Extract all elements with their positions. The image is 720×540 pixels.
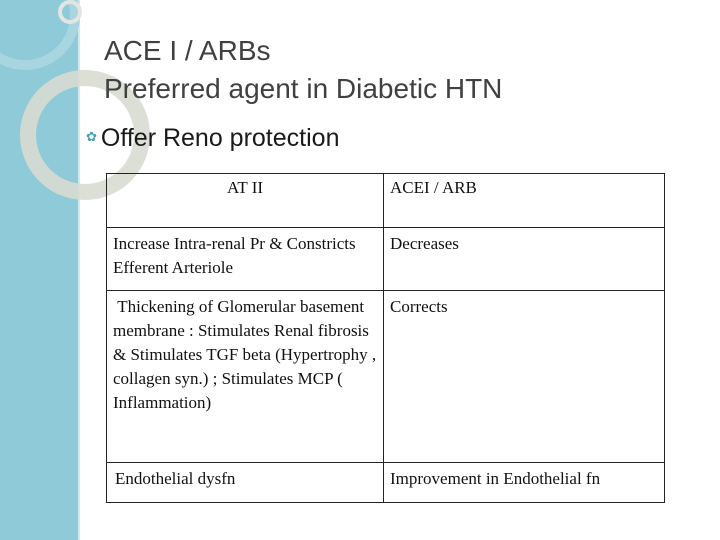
table-row	[107, 228, 665, 291]
title-line-2: Preferred agent in Diabetic HTN	[104, 73, 503, 104]
fancy-bullet-icon: ✿	[86, 128, 97, 144]
table-cell-left	[107, 463, 384, 503]
title-line-1: ACE I / ARBs	[104, 35, 271, 66]
table-row	[107, 463, 665, 503]
cell-text: Corrects	[390, 297, 448, 316]
decorative-ring-small	[58, 0, 82, 24]
table-row	[107, 291, 665, 463]
header-at-ii: AT II	[226, 178, 264, 197]
cell-text: Increase Intra-renal Pr & Constricts Efferent Arteriole	[113, 234, 356, 277]
table-cell-right	[384, 291, 665, 463]
table-header-row	[107, 174, 665, 228]
cell-text: Decreases	[390, 234, 459, 253]
table-cell-right	[384, 228, 665, 291]
table-cell-left	[107, 291, 384, 463]
table-cell-right	[384, 463, 665, 503]
header-cell-acei-arb	[384, 174, 665, 228]
slide-title	[104, 32, 684, 108]
bullet-item	[86, 124, 339, 153]
header-cell-at-ii	[107, 174, 384, 228]
cell-text: Thickening of Glomerular basement membrane : Stimulates Renal fibrosis & Stimulates TGF beta (Hypertrophy , collagen syn.) ; Stimulates MCP ( Inflammation)	[113, 297, 381, 412]
cell-text: Endothelial dysfn	[115, 469, 236, 488]
cell-text: Improvement in Endothelial fn	[390, 469, 601, 488]
header-acei-arb: ACEI / ARB	[390, 178, 477, 197]
bullet-text: Offer Reno protection	[100, 124, 340, 152]
table-cell-left	[107, 228, 384, 291]
comparison-table	[106, 173, 665, 503]
